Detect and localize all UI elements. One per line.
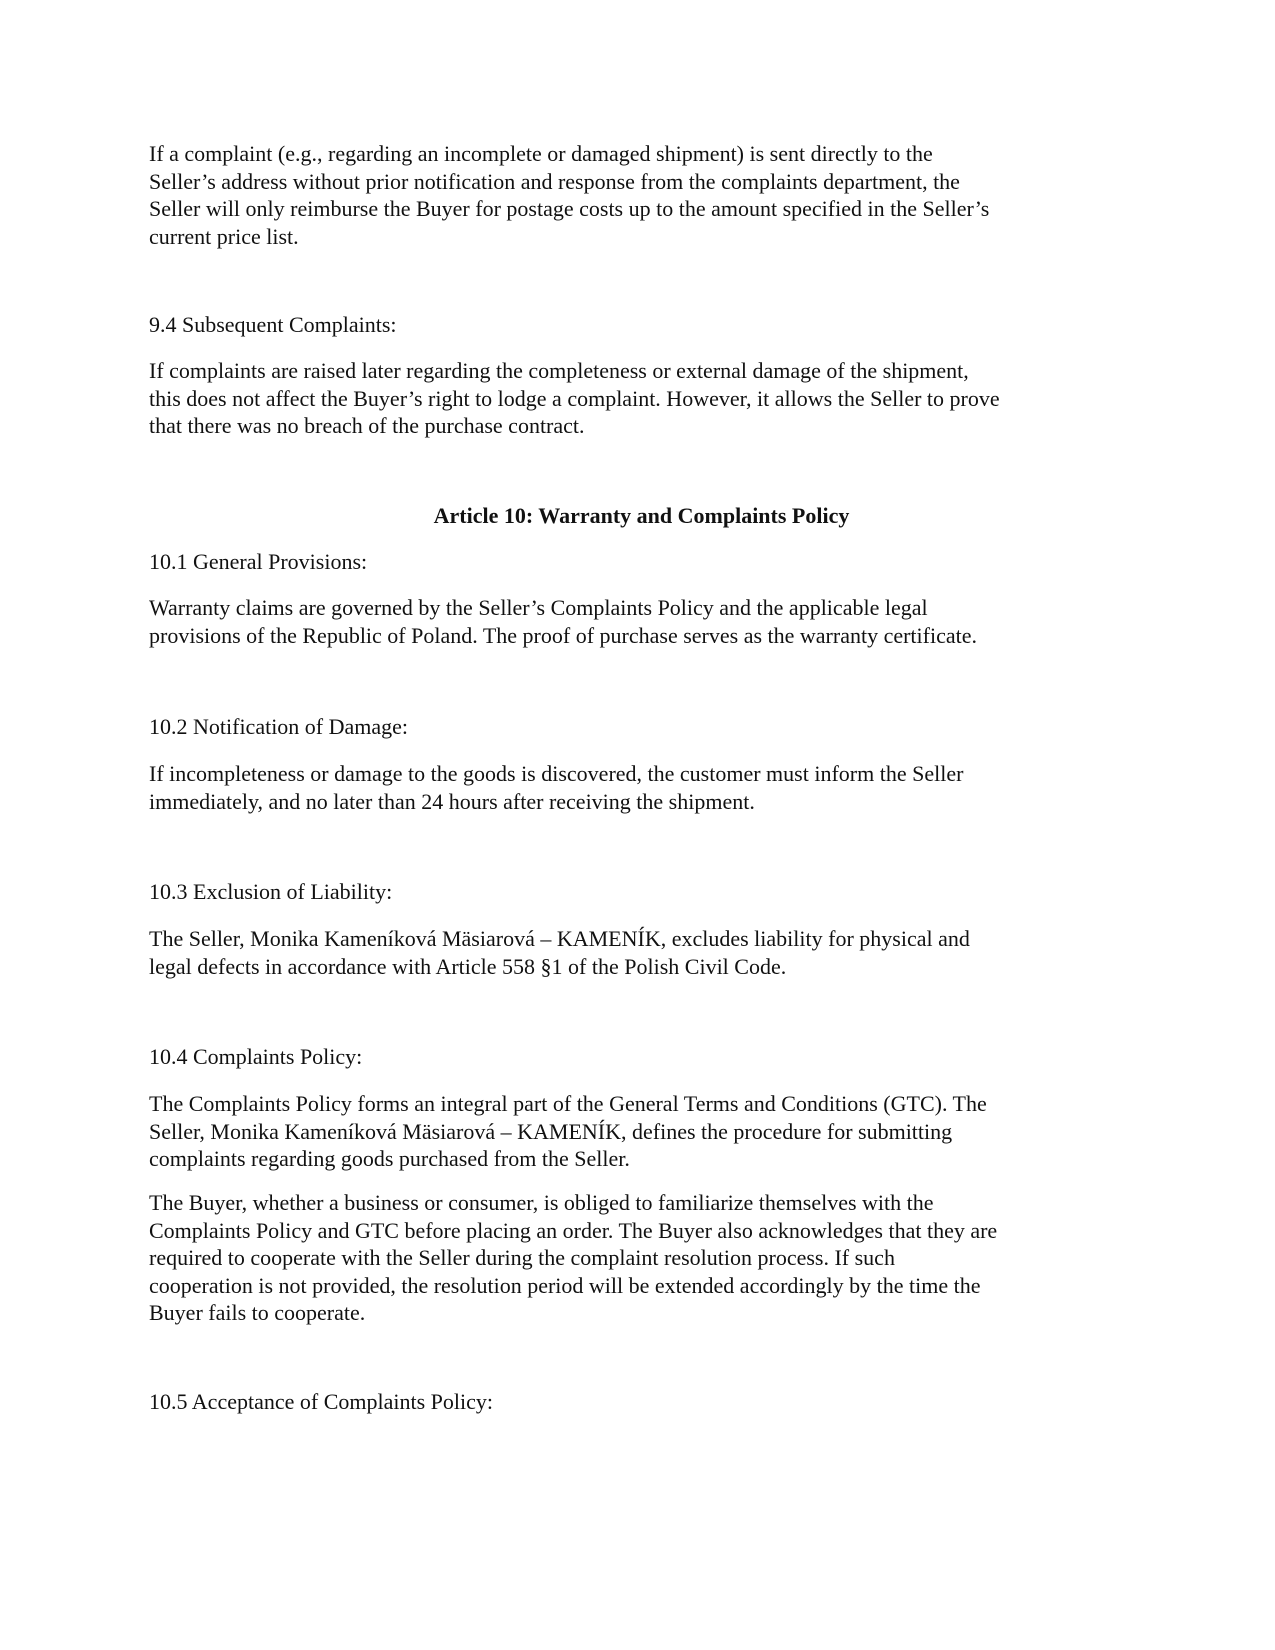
- section-10-1-heading: [149, 548, 1134, 576]
- section-heading-text: 10.1 General Provisions:: [149, 549, 368, 574]
- text-line: Seller’s address without prior notification and response from the complaints department, the: [149, 168, 960, 194]
- text-line: current price list.: [149, 223, 299, 249]
- text-line: provisions of the Republic of Poland. The proof of purchase serves as the warranty certificate.: [149, 622, 977, 648]
- section-heading-text: 10.2 Notification of Damage:: [149, 714, 409, 739]
- text-line: Complaints Policy and GTC before placing an order. The Buyer also acknowledges that they are: [149, 1217, 998, 1243]
- section-10-2-heading: [149, 713, 1134, 741]
- section-10-4-heading: [149, 1043, 1134, 1071]
- text-line: cooperation is not provided, the resolution period will be extended accordingly by the time the: [149, 1272, 981, 1298]
- text-line: Seller will only reimburse the Buyer for postage costs up to the amount specified in the Seller’s: [149, 196, 990, 221]
- section-10-4-body-1: [149, 1090, 1134, 1173]
- text-line: If complaints are raised later regarding the completeness or external damage of the shipment,: [149, 358, 969, 383]
- section-9-4-body: [149, 357, 1134, 440]
- section-10-4-body-2: [149, 1189, 1134, 1327]
- text-line: Warranty claims are governed by the Seller’s Complaints Policy and the applicable legal: [149, 595, 928, 620]
- text-line: If a complaint (e.g., regarding an incomplete or damaged shipment) is sent directly to the: [149, 141, 933, 166]
- section-10-3-body: [149, 925, 1134, 980]
- text-line: Buyer fails to cooperate.: [149, 1300, 366, 1325]
- text-line: required to cooperate with the Seller during the complaint resolution process. If such: [149, 1245, 895, 1270]
- text-line: The Seller, Monika Kameníková Mäsiarová – KAMENÍK, excludes liability for physical and: [149, 926, 970, 951]
- text-line: If incompleteness or damage to the goods is discovered, the customer must inform the Seller: [149, 761, 964, 786]
- text-line: legal defects in accordance with Article 558 §1 of the Polish Civil Code.: [149, 953, 787, 979]
- section-10-3-heading: [149, 878, 1134, 906]
- section-10-1-body: [149, 594, 1134, 649]
- text-line: complaints regarding goods purchased from the Seller.: [149, 1146, 630, 1171]
- text-line: that there was no breach of the purchase contract.: [149, 413, 585, 438]
- section-heading-text: 9.4 Subsequent Complaints:: [149, 312, 397, 337]
- section-heading-text: 10.5 Acceptance of Complaints Policy:: [149, 1389, 493, 1414]
- intro-paragraph: [149, 140, 1134, 250]
- section-9-4-heading: [149, 311, 1134, 339]
- section-heading-text: 10.4 Complaints Policy:: [149, 1044, 363, 1069]
- text-line: The Complaints Policy forms an integral part of the General Terms and Conditions (GTC). The: [149, 1091, 987, 1116]
- text-line: Seller, Monika Kameníková Mäsiarová – KAMENÍK, defines the procedure for submitting: [149, 1118, 953, 1144]
- text-line: this does not affect the Buyer’s right to lodge a complaint. However, it allows the Seller to prove: [149, 385, 1000, 411]
- text-line: The Buyer, whether a business or consumer, is obliged to familiarize themselves with the: [149, 1190, 934, 1215]
- article-10-title: Article 10: Warranty and Complaints Policy: [433, 503, 850, 528]
- section-10-5-heading: [149, 1388, 1134, 1416]
- section-heading-text: 10.3 Exclusion of Liability:: [149, 879, 393, 904]
- section-10-2-body: [149, 760, 1134, 815]
- text-line: immediately, and no later than 24 hours after receiving the shipment.: [149, 788, 755, 814]
